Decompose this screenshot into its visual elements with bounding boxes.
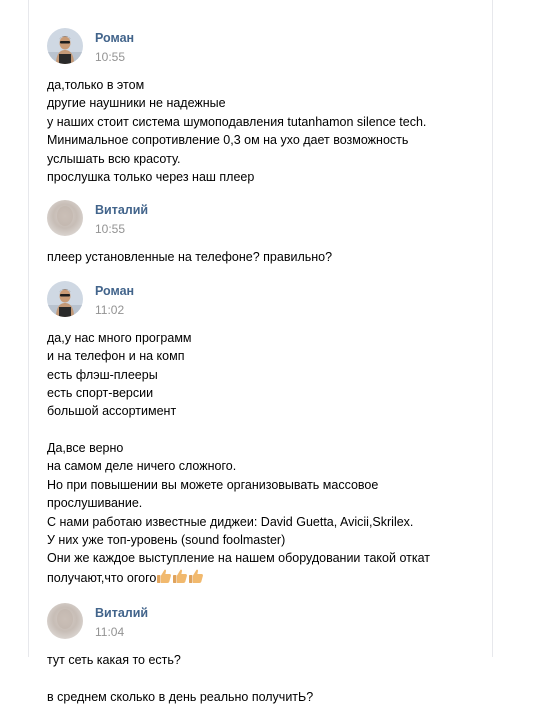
message-line: Да,все верно [47, 440, 124, 455]
message-header [47, 603, 487, 651]
message-group [47, 28, 487, 186]
avatar-photo-man-icon[interactable] [47, 281, 83, 317]
message-line: есть флэш-плееры [47, 367, 158, 382]
message-history [47, 28, 487, 706]
message-text [47, 329, 487, 589]
message-header [47, 200, 487, 248]
avatar-photo-man-icon[interactable] [47, 28, 83, 64]
message-group [47, 200, 487, 266]
message-line-text: получают,что огого [47, 570, 157, 585]
message-line: на самом деле ничего сложного. [47, 459, 237, 474]
message-line: услышать всю красоту. [47, 151, 181, 166]
avatar-blurred-icon[interactable] [47, 200, 83, 236]
message-line: у наших стоит система шумоподавления tutanhamon silence tech. [47, 114, 427, 129]
message-header [47, 28, 487, 76]
message-group [47, 603, 487, 706]
author-name[interactable]: Виталий [95, 203, 149, 218]
thumbs-up-icon [172, 568, 188, 589]
message-line: да,у нас много программ [47, 330, 192, 345]
author-name[interactable]: Роман [95, 283, 135, 298]
message-line: большой ассортимент [47, 404, 177, 419]
thumbs-up-icon [156, 568, 172, 589]
message-line: Минимальное сопротивление 0,3 ом на ухо дает возможность [47, 133, 409, 148]
message-line: и на телефон и на комп [47, 349, 185, 364]
message-line: в среднем сколько в день реально получитЬ? [47, 689, 314, 704]
message-line: есть спорт-версии [47, 386, 154, 401]
message-text [47, 651, 487, 706]
message-text [47, 248, 487, 266]
message-line-with-emoji [47, 568, 487, 589]
message-line: С нами работаю известные диджеи: David Guetta, Avicii,Skrilex. [47, 514, 414, 529]
message-time[interactable]: 10:55 [95, 222, 126, 237]
avatar-blurred-icon[interactable] [47, 603, 83, 639]
author-name[interactable]: Виталий [95, 606, 149, 621]
message-line: другие наушники не надежные [47, 96, 226, 111]
message-header [47, 281, 487, 329]
message-line: Но при повышении вы можете организовывать массовое [47, 477, 379, 492]
message-group [47, 281, 487, 589]
thumbs-up-icon [188, 568, 204, 589]
frame-divider-left [28, 0, 29, 657]
message-line: плеер установленные на телефоне? правильно? [47, 250, 333, 265]
message-time[interactable]: 11:02 [95, 302, 125, 317]
message-line: У них уже топ-уровень (sound foolmaster) [47, 532, 286, 547]
message-line: тут сеть какая то есть? [47, 653, 181, 668]
message-line: прослушивание. [47, 496, 143, 511]
message-text [47, 76, 487, 186]
message-time[interactable]: 10:55 [95, 50, 126, 64]
message-line: да,только в этом [47, 78, 145, 92]
message-line: Они же каждое выступление на нашем оборудовании такой откат [47, 551, 430, 566]
frame-divider-right [492, 0, 493, 657]
message-line: прослушка только через наш плеер [47, 170, 255, 185]
message-time[interactable]: 11:04 [95, 625, 125, 640]
author-name[interactable]: Роман [95, 31, 135, 45]
